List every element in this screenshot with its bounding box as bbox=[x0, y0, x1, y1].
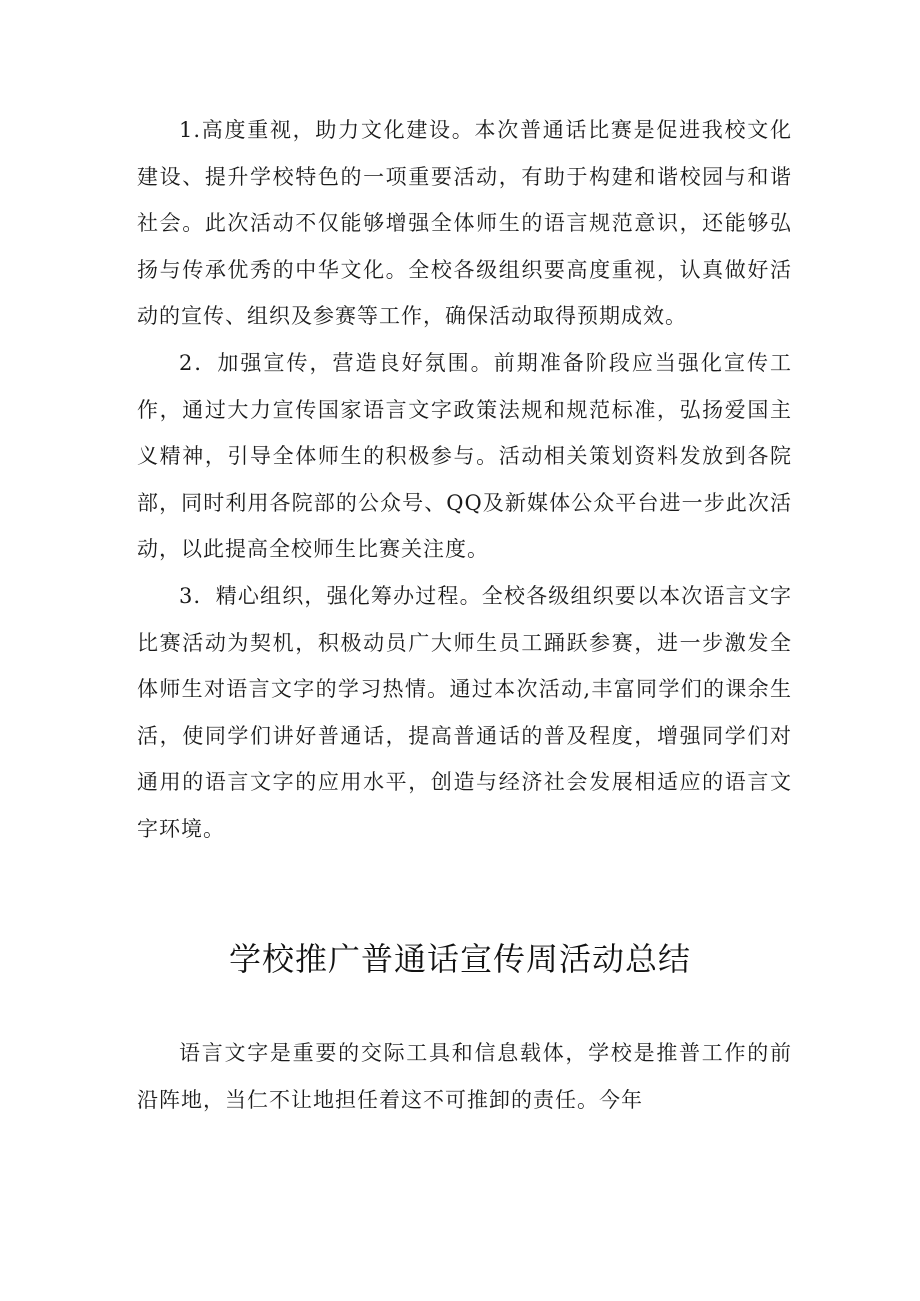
paragraph-publicity: 2．加强宣传，营造良好氛围。前期准备阶段应当强化宣传工作，通过大力宣传国家语言文字政策法规和规范标准，弘扬爱国主义精神，引导全体师生的积极参与。活动相关策划资料发放到各院部，同时利用各院部的公众号、QQ及新媒体公众平台进一步此次活动，以此提高全校师生比赛关注度。 bbox=[137, 351, 792, 561]
intro-paragraph: 语言文字是重要的交际工具和信息载体，学校是推普工作的前沿阵地，当仁不让地担任着这不可推卸的责任。今年 bbox=[137, 1041, 792, 1112]
paragraph-emphasis: 1.高度重视，助力文化建设。本次普通话比赛是促进我校文化建设、提升学校特色的一项重要活动，有助于构建和谐校园与和谐社会。此次活动不仅能够增强全体师生的语言规范意识，还能够弘扬与传承优秀的中华文化。全校各级组织要高度重视，认真做好活动的宣传、组织及参赛等工作，确保活动取得预期成效。 bbox=[137, 118, 792, 328]
paragraph-organization: 3．精心组织，强化筹办过程。全校各级组织要以本次语言文字比赛活动为契机，积极动员广大师生员工踊跃参赛，进一步激发全体师生对语言文字的学习热情。通过本次活动,丰富同学们的课余生活，使同学们讲好普通话，提高普通话的普及程度，增强同学们对通用的语言文字的应用水平，创造与经济社会发展相适应的语言文字环境。 bbox=[137, 584, 792, 841]
document-title: 学校推广普通话宣传周活动总结 bbox=[228, 940, 691, 978]
